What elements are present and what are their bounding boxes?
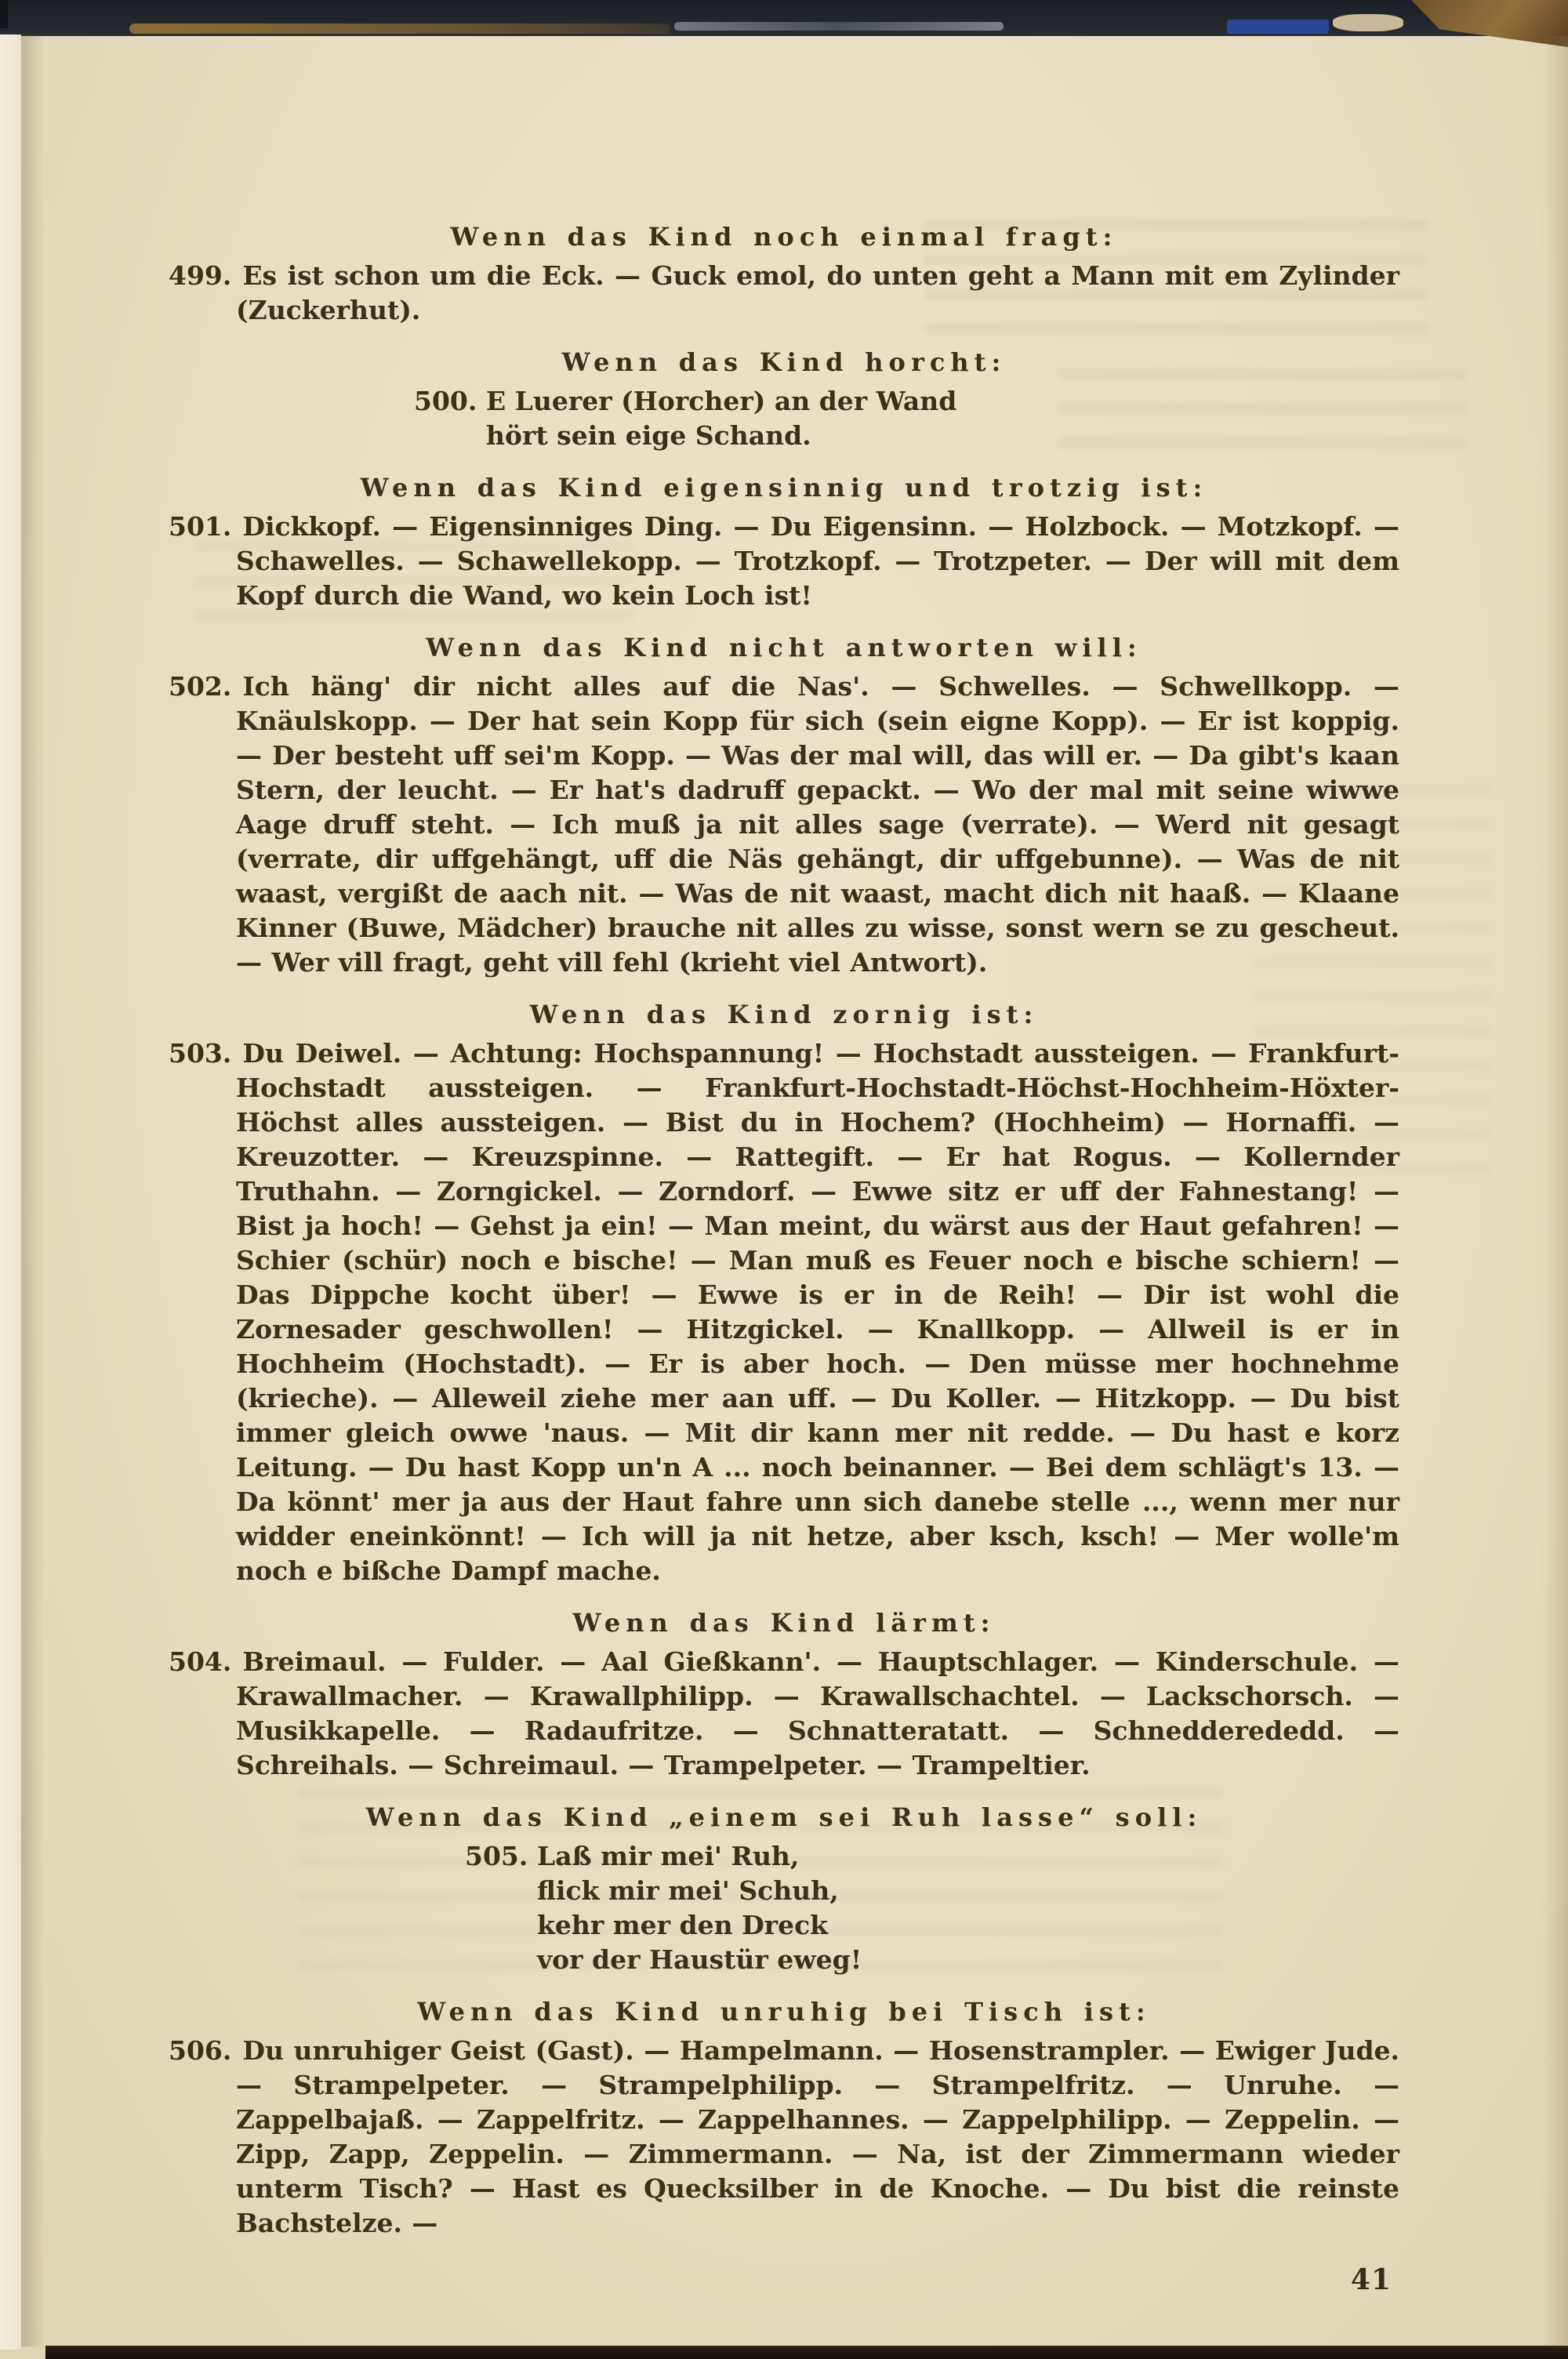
section-heading: Wenn das Kind horcht: (561, 347, 1007, 377)
page-number: 41 (1350, 2263, 1392, 2296)
entry-paragraph (169, 1036, 1399, 1588)
entry-number: 502. (169, 671, 232, 702)
blue-cover-patch (1227, 20, 1329, 34)
entry-text: Ich häng' dir nicht alles auf die Nas'. — Schwelles. — Schwellkopp. — Knäulskopp. — Der hat sein Kopp für sich (sein eigne Kopp). — Er ist koppig. — Der besteht uff sei'm Kopp. — Was der mal will, das will er. — Da gibt's kaan Stern, der leucht. — Er hat's dadruff gepackt. — Wo der mal mit seine wiwwe Aage druff steht. — Ich muß ja nit alles sage (verrate). — Werd nit gesagt (verrate, dir uffgehängt, uff die Näs gehängt, dir uffgebunne). — Was de nit waast, vergißt de aach nit. — Was de nit waast, macht dich nit haaß. — Klaane Kinner (Buwe, Mädcher) brauche nit alles zu wisse, sonst wern se zu gescheut. — Wer vill fragt, geht vill fehl (krieht viel Antwort). (236, 671, 1399, 978)
verse-line: flick mir mei' Schuh, (537, 1875, 839, 1906)
section-502 (169, 630, 1399, 980)
entry-paragraph (169, 2034, 1399, 2241)
verse-block (414, 384, 1399, 453)
section-heading: Wenn das Kind noch einmal fragt: (450, 222, 1118, 252)
verse-block (465, 1839, 1399, 1977)
entry-number: 500. (414, 386, 477, 416)
section-499 (169, 220, 1399, 328)
section-heading: Wenn das Kind nicht antworten will: (426, 633, 1142, 662)
section-heading: Wenn das Kind eigensinnig und trotzig ist: (360, 473, 1208, 503)
worn-cloth-streak (674, 22, 1004, 31)
entry-paragraph (169, 510, 1399, 613)
paper-chip-mark (1333, 14, 1403, 31)
section-501 (169, 470, 1399, 613)
verse-line: 500. E Luerer (Horcher) an der Wand (486, 384, 1399, 419)
entry-paragraph (169, 259, 1399, 328)
worn-gilt-streak (129, 24, 670, 34)
entry-number: 505. (465, 1841, 528, 1871)
section-506 (169, 1994, 1399, 2241)
entry-text: Breimaul. — Fulder. — Aal Gießkann'. — Hauptschlager. — Kinderschule. — Krawallmacher. — Krawallphilipp. — Krawallschachtel. — Lackschorsch. — Musikkapelle. — Radaufritze. — Schnatteratatt. — Schnedderededd. — Schreihals. — Schreimaul. — Trampelpeter. — Trampeltier. (236, 1646, 1399, 1780)
section-heading: Wenn das Kind unruhig bei Tisch ist: (417, 1997, 1151, 2027)
section-heading: Wenn das Kind „einem sei Ruh lasse“ soll: (365, 1802, 1203, 1832)
entry-text: Es ist schon um die Eck. — Guck emol, do unten geht a Mann mit em Zylinder (Zuckerhut). (236, 260, 1399, 325)
verse-line: kehr mer den Dreck (537, 1910, 829, 1940)
entry-number: 504. (169, 1646, 232, 1677)
entry-number: 506. (169, 2035, 232, 2066)
section-heading: Wenn das Kind zornig ist: (529, 1000, 1039, 1029)
verse-line: 505. Laß mir mei' Ruh, (537, 1839, 1399, 1874)
entry-text: Dickkopf. — Eigensinniges Ding. — Du Eigensinn. — Holzbock. — Motzkopf. — Schawelles. — Schawellekopp. — Trotzkopf. — Trotzpeter. — Der will mit dem Kopf durch die Wand, wo kein Loch ist! (236, 511, 1399, 611)
entry-number: 503. (169, 1038, 232, 1069)
entry-number: 501. (169, 511, 232, 542)
section-500 (169, 345, 1399, 453)
entry-text: Du unruhiger Geist (Gast). — Hampelmann. — Hosenstrampler. — Ewiger Jude. — Strampelpeter. — Strampelphilipp. — Strampelfritz. — Unruhe. — Zappelbajaß. — Zappelfritz. — Zappelhannes. — Zappelphilipp. — Zeppelin. — Zipp, Zapp, Zeppelin. — Zimmermann. — Na, ist der Zimmermann wieder unterm Tisch? — Hast es Quecksilber in de Knoche. — Du bist die reinste Bachstelze. — (236, 2035, 1399, 2238)
book-cover-bottom-edge (45, 2346, 1568, 2359)
right-edge-shade (1541, 36, 1568, 2346)
gutter-shadow (21, 34, 45, 2346)
entry-paragraph (169, 670, 1399, 980)
entry-number: 499. (169, 260, 232, 291)
page-text-block (169, 220, 1399, 2297)
entry-text: Du Deiwel. — Achtung: Hochspannung! — Hochstadt aussteigen. — Frankfurt-Hochstadt aussteigen. — Frankfurt-Hochstadt-Höchst-Hochheim-Höxter-Höchst alles aussteigen. — Bist du in Hochem? (Hochheim) — Hornaffi. — Kreuzotter. — Kreuzspinne. — Rattegift. — Er hat Rogus. — Kollernder Truthahn. — Zorngickel. — Zorndorf. — Ewwe sitz er uff der Fahnestang! — Bist ja hoch! — Gehst ja ein! — Man meint, du wärst aus der Haut gefahren! — Schier (schür) noch e bische! — Man muß es Feuer noch e bische schiern! — Das Dippche kocht über! — Ewwe is er in de Reih! — Dir ist wohl die Zornesader geschwollen! — Hitzgickel. — Knallkopp. — Allweil is er in Hochheim (Hochstadt). — Er is aber hoch. — Den müsse mer hochnehme (krieche). — Alleweil ziehe mer aan uff. — Du Koller. — Hitzkopp. — Du bist immer gleich owwe 'naus. — Mit dir kann mer nit redde. — Du hast e korz Leitung. — Du hast Kopp un'n A ... noch beinanner. — Bei dem schlägt's 13. — Da könnt' mer ja aus der Haut fahre unn sich danebe stelle ..., wenn mer nur widder eneinkönnt! — Ich will ja nit hetze, aber ksch, ksch! — Mer wolle'm noch e bißche Dampf mache. (236, 1038, 1399, 1586)
verse-line: hört sein eige Schand. (486, 420, 811, 451)
entry-paragraph (169, 1645, 1399, 1783)
section-503 (169, 997, 1399, 1588)
section-505 (169, 1800, 1399, 1977)
spine-notch (0, 0, 8, 28)
section-504 (169, 1606, 1399, 1783)
verse-line: vor der Haustür eweg! (537, 1944, 862, 1975)
page-gutter-edge (0, 34, 21, 2350)
section-heading: Wenn das Kind lärmt: (572, 1608, 996, 1638)
